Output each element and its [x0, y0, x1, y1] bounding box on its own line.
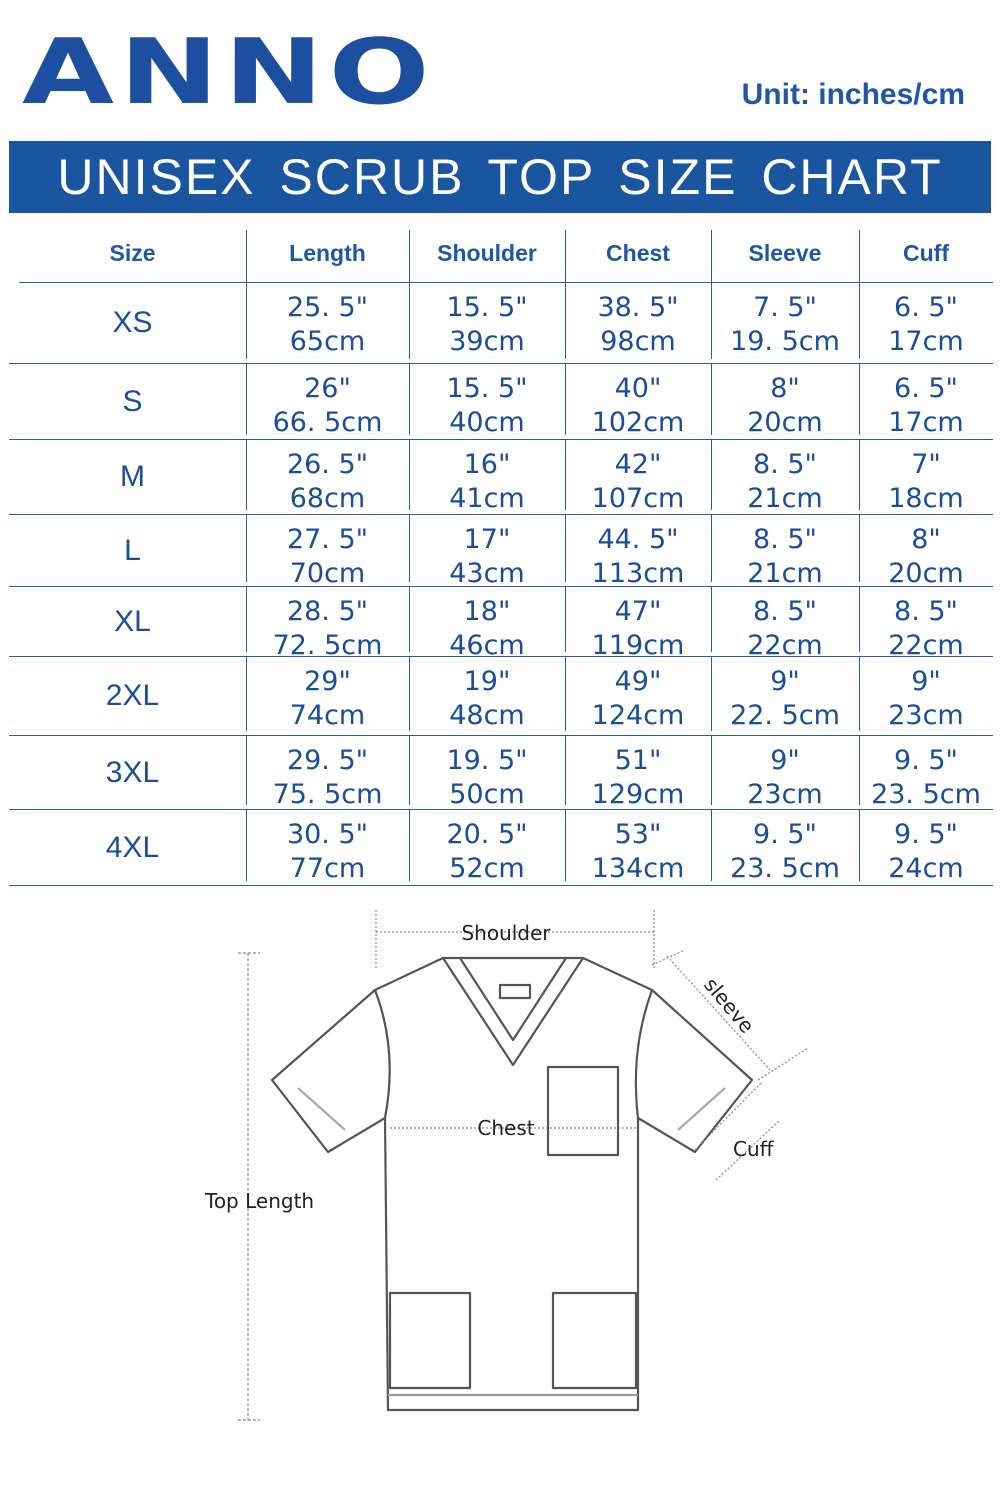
shoulder-cell	[409, 810, 565, 885]
length-inches: 26. 5"	[286, 449, 369, 480]
chest-cm: 124cm	[591, 700, 685, 731]
length-cell	[246, 736, 409, 809]
sleeve-cell	[711, 440, 859, 514]
column-divider	[859, 810, 860, 881]
column-header-shoulder: Shoulder	[437, 240, 537, 266]
length-inches: 26"	[304, 373, 351, 404]
length-inches: 29. 5"	[286, 745, 369, 776]
sleeve-cm: 21cm	[747, 483, 823, 514]
size-cell: 2XL	[105, 679, 160, 712]
column-divider	[246, 515, 247, 582]
column-divider	[565, 736, 566, 805]
sleeve-cm: 19. 5cm	[730, 326, 840, 357]
column-divider	[246, 587, 247, 652]
chest-cm: 98cm	[600, 326, 676, 357]
cuff-inches: 9"	[911, 666, 941, 697]
column-divider	[565, 440, 566, 510]
chest-cm: 134cm	[591, 853, 685, 884]
chest-inches: 44. 5"	[597, 524, 679, 555]
sleeve-cm: 23. 5cm	[730, 853, 840, 884]
chest-cell	[565, 587, 711, 661]
chest-cm: 129cm	[591, 779, 685, 810]
length-cm: 77cm	[289, 853, 366, 884]
length-cell	[246, 657, 409, 735]
column-divider	[859, 230, 860, 284]
length-inches: 30. 5"	[286, 819, 369, 850]
cuff-cm: 24cm	[888, 853, 964, 884]
column-divider	[409, 810, 410, 881]
top-length-label: Top Length	[205, 1189, 315, 1213]
table-row	[9, 440, 993, 515]
size-cell: S	[122, 384, 143, 418]
table-row	[9, 364, 993, 440]
column-divider	[246, 810, 247, 881]
sleeve-inches: 8"	[770, 373, 800, 404]
table-body	[9, 283, 993, 886]
shoulder-cell	[409, 364, 565, 439]
shoulder-inches: 20. 5"	[446, 819, 528, 850]
shoulder-cell	[409, 587, 565, 661]
cuff-cell	[859, 810, 993, 885]
column-divider	[409, 440, 410, 510]
chest-cell	[565, 657, 711, 735]
column-divider	[565, 587, 566, 652]
shoulder-cell	[409, 515, 565, 589]
shoulder-cell	[409, 736, 565, 809]
column-divider	[409, 364, 410, 435]
column-divider	[859, 736, 860, 805]
length-cell	[246, 283, 409, 363]
sleeve-cm: 22. 5cm	[730, 700, 840, 731]
cuff-inches: 9. 5"	[894, 819, 958, 850]
column-divider	[409, 587, 410, 652]
shoulder-cm: 52cm	[449, 853, 525, 884]
scrub-top-diagram	[0, 890, 1000, 1450]
cuff-cm: 17cm	[888, 326, 964, 357]
cuff-cell	[859, 736, 993, 809]
sleeve-cm: 21cm	[747, 558, 823, 589]
shoulder-inches: 19. 5"	[446, 745, 528, 776]
column-divider	[409, 736, 410, 805]
shoulder-cm: 39cm	[449, 326, 525, 357]
chest-cell	[565, 736, 711, 809]
column-divider	[711, 364, 712, 435]
chest-cell	[565, 440, 711, 514]
column-divider	[409, 515, 410, 582]
column-divider	[246, 657, 247, 731]
column-divider	[246, 364, 247, 435]
shirt-body-outline	[272, 958, 752, 1410]
column-header-chest: Chest	[606, 240, 670, 266]
sleeve-inches: 9. 5"	[753, 819, 817, 850]
column-header-length: Length	[289, 240, 366, 266]
sleeve-cm: 22cm	[747, 630, 823, 661]
column-divider	[859, 587, 860, 652]
cuff-cm: 23. 5cm	[871, 779, 981, 810]
chest-inches: 40"	[614, 373, 662, 404]
chart-title-banner: UNISEX SCRUB TOP SIZE CHART	[9, 141, 991, 213]
cuff-cm: 18cm	[888, 483, 964, 514]
sleeve-cell	[711, 364, 859, 439]
shoulder-inches: 16"	[463, 449, 511, 480]
shoulder-cm: 46cm	[449, 630, 525, 661]
length-cm: 72. 5cm	[272, 630, 383, 661]
size-cell: M	[120, 460, 145, 493]
cuff-cell	[859, 587, 993, 661]
length-cell	[246, 440, 409, 514]
size-table	[9, 228, 993, 886]
column-divider	[711, 440, 712, 510]
column-divider	[711, 230, 712, 284]
cuff-cm: 22cm	[888, 630, 964, 661]
cuff-inches: 6. 5"	[894, 373, 958, 404]
chest-inches: 51"	[614, 745, 662, 776]
sleeve-inches: 8. 5"	[753, 449, 817, 480]
length-inches: 28. 5"	[286, 596, 369, 627]
shoulder-inches: 19"	[463, 666, 511, 697]
column-divider	[859, 440, 860, 510]
column-divider	[565, 810, 566, 881]
cuff-inches: 6. 5"	[894, 292, 958, 323]
scrub-top-illustration	[0, 890, 1000, 1450]
length-cm: 75. 5cm	[272, 779, 383, 810]
shoulder-inches: 17"	[463, 524, 511, 555]
length-inches: 27. 5"	[286, 524, 369, 555]
column-divider	[711, 736, 712, 805]
chest-cell	[565, 515, 711, 589]
length-cm: 65cm	[289, 326, 366, 357]
chest-cell	[565, 810, 711, 885]
cuff-inches: 8. 5"	[894, 596, 958, 627]
column-divider	[859, 515, 860, 582]
chest-cm: 107cm	[591, 483, 685, 514]
chest-inches: 38. 5"	[597, 292, 679, 323]
column-divider	[246, 283, 247, 359]
shoulder-inches: 15. 5"	[446, 292, 528, 323]
cuff-cell	[859, 515, 993, 589]
column-divider	[565, 283, 566, 359]
sleeve-inches: 8. 5"	[753, 524, 817, 555]
table-row	[9, 283, 993, 364]
shoulder-inches: 18"	[463, 596, 511, 627]
chest-inches: 49"	[614, 666, 662, 697]
column-divider	[565, 657, 566, 731]
length-cell	[246, 364, 409, 439]
size-cell: XS	[112, 306, 153, 339]
shoulder-cm: 48cm	[449, 700, 525, 731]
chest-cell	[565, 364, 711, 439]
cuff-cell	[859, 657, 993, 735]
column-header-cuff: Cuff	[903, 240, 949, 266]
cuff-cell	[859, 283, 993, 363]
sleeve-cell	[711, 657, 859, 735]
shoulder-cell	[409, 440, 565, 514]
chest-cm: 119cm	[591, 630, 685, 661]
length-cell	[246, 515, 409, 589]
cuff-cm: 23cm	[888, 700, 964, 731]
sleeve-inches: 9"	[770, 745, 800, 776]
brand-logo: ANNO	[22, 20, 435, 125]
chest-cell	[565, 283, 711, 363]
length-cm: 70cm	[289, 558, 366, 589]
length-cell	[246, 587, 409, 661]
length-inches: 29"	[304, 666, 351, 697]
sleeve-cell	[711, 810, 859, 885]
sleeve-cm: 23cm	[747, 779, 823, 810]
shoulder-cm: 50cm	[449, 779, 525, 810]
column-divider	[711, 283, 712, 359]
shoulder-cm: 41cm	[449, 483, 525, 514]
shoulder-cm: 43cm	[449, 558, 525, 589]
chest-inches: 47"	[614, 596, 662, 627]
sleeve-inches: 7. 5"	[753, 292, 817, 323]
cuff-inches: 8"	[911, 524, 941, 555]
column-divider	[859, 657, 860, 731]
sleeve-cell	[711, 515, 859, 589]
column-divider	[859, 364, 860, 435]
column-divider	[711, 810, 712, 881]
shoulder-inches: 15. 5"	[446, 373, 528, 404]
length-cm: 74cm	[289, 700, 366, 731]
table-row	[9, 657, 993, 736]
table-row	[9, 515, 993, 587]
chest-cm: 113cm	[591, 558, 685, 589]
column-divider	[409, 657, 410, 731]
column-divider	[711, 515, 712, 582]
cuff-cm: 17cm	[888, 407, 964, 438]
sleeve-inches: 9"	[770, 666, 800, 697]
sleeve-label: sleeve	[699, 972, 760, 1038]
column-divider	[565, 230, 566, 284]
table-header	[19, 228, 993, 283]
chest-cm: 102cm	[591, 407, 685, 438]
column-divider	[409, 230, 410, 284]
cuff-label: Cuff	[733, 1137, 774, 1161]
chest-label: Chest	[477, 1116, 535, 1140]
column-divider	[711, 587, 712, 652]
cuff-inches: 7"	[911, 449, 941, 480]
column-divider	[246, 230, 247, 284]
table-row	[9, 810, 993, 886]
size-cell: 3XL	[105, 755, 160, 789]
table-row	[9, 736, 993, 810]
chest-inches: 42"	[614, 449, 662, 480]
cuff-cell	[859, 440, 993, 514]
table-row	[9, 587, 993, 661]
size-cell: XL	[114, 604, 151, 638]
length-cm: 68cm	[289, 483, 366, 514]
cuff-inches: 9. 5"	[894, 745, 958, 776]
sleeve-cm: 20cm	[747, 407, 823, 438]
column-divider	[565, 515, 566, 582]
shoulder-cell	[409, 657, 565, 735]
column-divider	[246, 736, 247, 805]
unit-label: Unit: inches/cm	[741, 78, 965, 111]
column-header-size: Size	[109, 240, 156, 266]
column-divider	[565, 364, 566, 435]
chest-inches: 53"	[614, 819, 662, 850]
sleeve-cell	[711, 736, 859, 809]
column-divider	[859, 283, 860, 359]
sleeve-inches: 8. 5"	[753, 596, 817, 627]
length-inches: 25. 5"	[286, 292, 369, 323]
column-divider	[711, 657, 712, 731]
cuff-cell	[859, 364, 993, 439]
column-divider	[246, 440, 247, 510]
column-header-sleeve: Sleeve	[748, 240, 822, 266]
cuff-cm: 20cm	[888, 558, 964, 589]
shoulder-label: Shoulder	[461, 921, 551, 945]
length-cell	[246, 810, 409, 885]
size-cell: L	[124, 533, 141, 567]
shoulder-cm: 40cm	[449, 407, 525, 438]
sleeve-cell	[711, 283, 859, 363]
size-cell: 4XL	[105, 830, 160, 864]
length-cm: 66. 5cm	[272, 407, 383, 438]
shoulder-cell	[409, 283, 565, 363]
sleeve-cell	[711, 587, 859, 661]
column-divider	[409, 283, 410, 359]
